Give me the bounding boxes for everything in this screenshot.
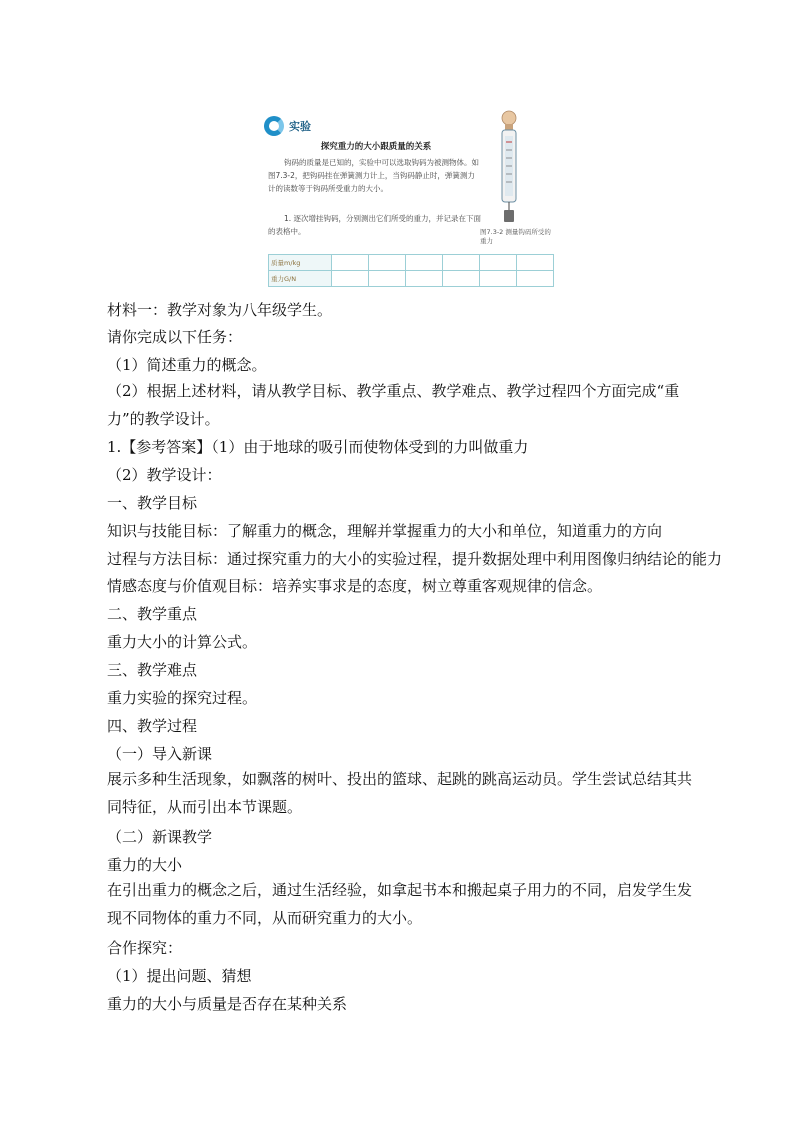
table-cell [516, 255, 553, 271]
attitude-goal-line: 情感态度与价值观目标：培养实事求是的态度，树立尊重客观规律的信念。 [107, 577, 603, 595]
table-cell [405, 271, 442, 287]
data-table [268, 254, 554, 287]
intro-paragraph: 展示多种生活现象，如飘落的树叶、投出的篮球、起跳的跳高运动员。学生尝试总结其共同特征，从而引出本节课题。 [107, 770, 693, 816]
section-process-heading: 四、教学过程 [107, 717, 198, 735]
task-two-paragraph: （2）根据上述材料，请从教学目标、教学重点、教学难点、教学过程四个方面完成“重力”的教学设计。 [107, 382, 680, 428]
task-one-line: （1）简述重力的概念。 [107, 356, 267, 374]
table-cell [479, 255, 516, 271]
key-point-line: 重力大小的计算公式。 [107, 633, 258, 651]
gravity-concept-paragraph: 在引出重力的概念之后，通过生活经验，如拿起书本和搬起桌子用力的不同，启发学生发现不同物体的重力不同，从而研究重力的大小。 [107, 881, 693, 927]
intro-subheading: （一）导入新课 [107, 745, 213, 763]
new-lesson-subheading: （二）新课教学 [107, 828, 213, 846]
knowledge-goal-line: 知识与技能目标：了解重力的概念，理解并掌握重力的大小和单位，知道重力的方向 [107, 522, 663, 540]
table-cell [442, 255, 479, 271]
textbook-figure [258, 108, 554, 292]
difficulty-line: 重力实验的探究过程。 [107, 689, 258, 707]
table-cell [442, 271, 479, 287]
experiment-ring-icon [264, 116, 284, 136]
question-guess-line: （1）提出问题、猜想 [107, 967, 252, 985]
material-one-line: 材料一：教学对象为八年级学生。 [107, 301, 333, 319]
task-intro-line: 请你完成以下任务： [107, 328, 243, 346]
table-cell [331, 255, 368, 271]
cooperative-inquiry-line: 合作探究： [107, 939, 183, 957]
figure-caption: 图7.3-2 测量钩码所受的重力 [480, 228, 551, 245]
spring-scale-illustration [494, 110, 524, 226]
figure-body-text: 钩码的质量是已知的，实验中可以选取钩码为被测物体。如图7.3-2，把钩码挂在弹簧测力计上，当钩码静止时，弹簧测力计的读数等于钩码所受重力的大小。 [268, 158, 479, 193]
table-cell [405, 255, 442, 271]
table-cell [516, 271, 553, 287]
section-difficulty-heading: 三、教学难点 [107, 661, 198, 679]
table-cell [368, 271, 405, 287]
figure-title: 探究重力的大小跟质量的关系 [320, 142, 432, 152]
gravity-magnitude-line: 重力的大小 [107, 856, 183, 874]
table-cell [368, 255, 405, 271]
table-cell [479, 271, 516, 287]
figure-step-text: 1. 逐次增挂钩码，分别测出它们所受的重力，并记录在下面的表格中。 [268, 214, 482, 236]
table-row [269, 255, 554, 271]
table-row-label: 质量m/kg [269, 255, 332, 271]
table-row [269, 271, 554, 287]
experiment-badge [264, 116, 311, 136]
relation-question-line: 重力的大小与质量是否存在某种关系 [107, 995, 348, 1013]
section-key-points-heading: 二、教学重点 [107, 605, 198, 623]
design-heading-line: （2）教学设计： [107, 466, 222, 484]
process-goal-line: 过程与方法目标：通过探究重力的大小的实验过程，提升数据处理中利用图像归纳结论的能力 [107, 550, 723, 568]
experiment-badge-label: 实验 [289, 120, 311, 133]
section-goals-heading: 一、教学目标 [107, 494, 198, 512]
table-row-label: 重力G/N [269, 271, 332, 287]
table-cell [331, 271, 368, 287]
answer-heading-line: 1.【参考答案】（1）由于地球的吸引而使物体受到的力叫做重力 [107, 438, 529, 456]
